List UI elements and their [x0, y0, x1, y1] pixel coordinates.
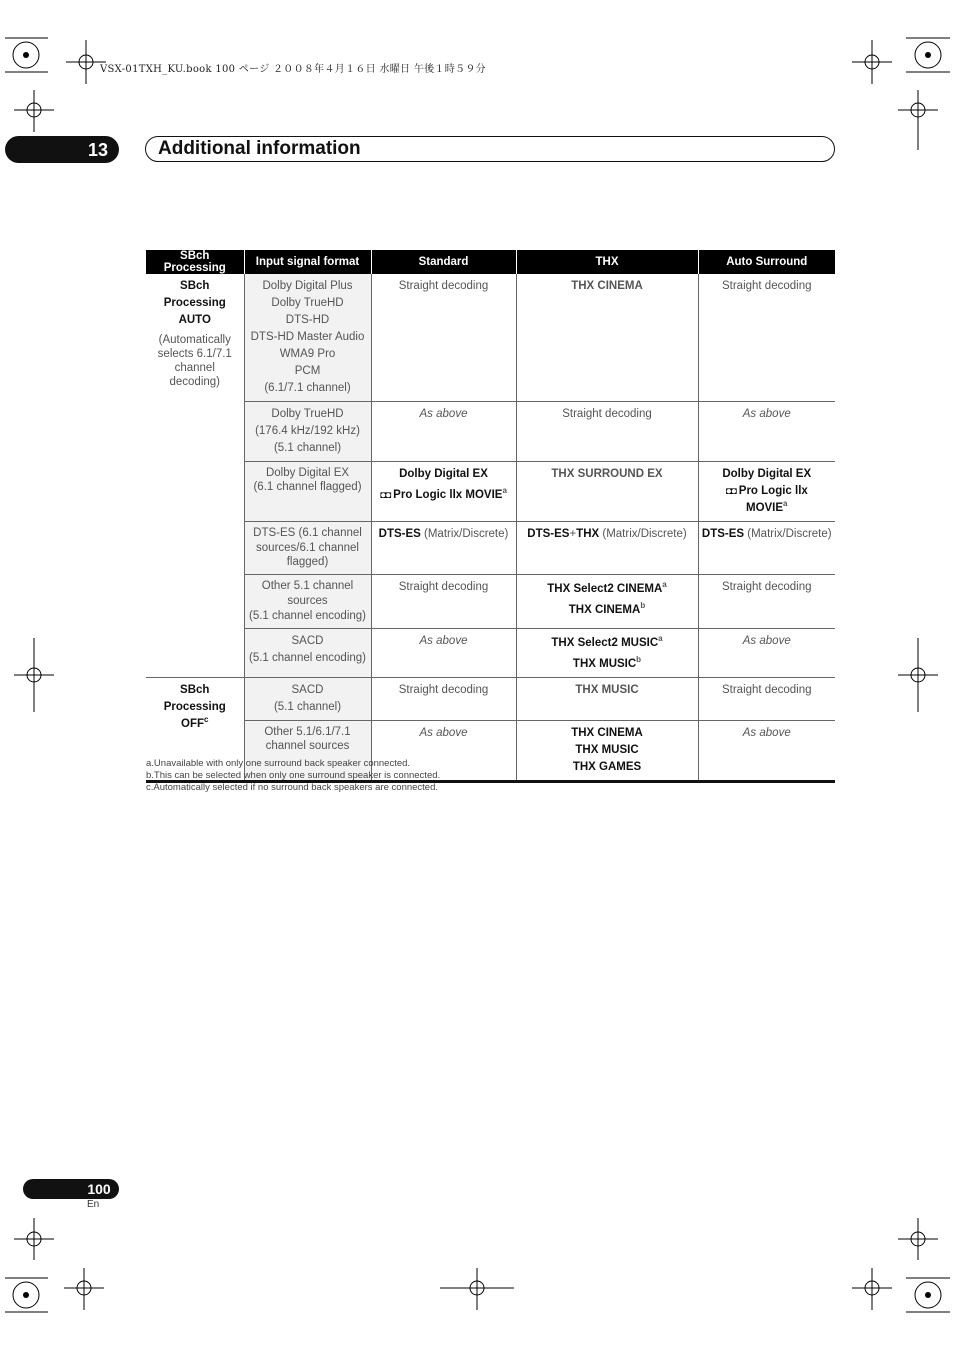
mode-name: Dolby Digital EX: [722, 468, 812, 480]
footnote-ref: a: [658, 633, 663, 643]
group-note: decoding): [169, 376, 220, 388]
table-row: [146, 462, 835, 522]
auto-surround-cell: As above: [698, 402, 835, 462]
mode-name: THX: [576, 528, 600, 540]
format-line: sources/6.1 channel: [256, 541, 359, 554]
mode-name: Dolby Digital EX: [399, 468, 488, 480]
format-line: (5.1 channel encoding): [249, 609, 366, 622]
auto-surround-cell: Straight decoding: [698, 574, 835, 628]
footnote-ref: a: [662, 579, 667, 589]
input-format-cell: [244, 628, 371, 677]
footnote-ref: b: [636, 654, 642, 664]
mode-name: THX MUSIC: [572, 657, 637, 670]
group-label: OFF: [181, 717, 205, 730]
language-label: En: [87, 1199, 100, 1210]
input-format-cell: [244, 574, 371, 628]
format-line: (6.1/7.1 channel): [264, 382, 351, 394]
format-line: PCM: [294, 365, 321, 377]
format-line: Other 5.1/6.1/7.1: [264, 725, 351, 738]
format-line: SACD: [291, 634, 324, 647]
print-file-info: VSX-01TXH_KU.book 100 ページ ２００８年４月１６日 水曜日 午後１時５９分: [100, 64, 486, 75]
table-row: [146, 677, 835, 720]
auto-surround-cell: As above: [698, 628, 835, 677]
format-line: DTS-ES (6.1 channel: [253, 527, 362, 539]
footnotes: [146, 758, 440, 794]
page-number: 100: [87, 1181, 111, 1197]
auto-surround-cell: [698, 462, 835, 522]
format-line: (176.4 kHz/192 kHz): [255, 425, 360, 437]
col-header-standard: Standard: [371, 250, 516, 274]
auto-surround-cell: Straight decoding: [698, 274, 835, 402]
chapter-number: 13: [87, 140, 109, 160]
standard-cell: Straight decoding: [371, 677, 516, 720]
mode-detail: (Matrix/Discrete): [599, 528, 687, 540]
table-row: [146, 402, 835, 462]
format-line: DTS-HD Master Audio: [250, 331, 365, 343]
format-line: Other 5.1 channel: [261, 579, 354, 592]
mode-name: DTS-ES: [701, 528, 745, 540]
format-line: Dolby Digital Plus: [262, 280, 353, 292]
mode-name: DTS-ES: [378, 528, 421, 540]
format-line: (5.1 channel): [273, 442, 342, 454]
format-line: sources: [287, 594, 328, 607]
group-sbch-auto: [146, 274, 244, 677]
col-header-input: Input signal format: [244, 250, 371, 274]
format-line: Dolby TrueHD: [271, 297, 344, 309]
mode-name: THX GAMES: [572, 760, 642, 773]
thx-cell: [516, 720, 698, 781]
standard-cell: Straight decoding: [371, 574, 516, 628]
standard-cell: As above: [371, 720, 516, 781]
format-line: (6.1 channel flagged): [253, 481, 362, 493]
input-format-cell: [244, 522, 371, 575]
footnote-ref: c: [204, 714, 209, 724]
thx-cell: [516, 574, 698, 628]
auto-surround-cell: [698, 522, 835, 575]
standard-cell: As above: [371, 402, 516, 462]
format-line: channel sources: [265, 739, 350, 752]
sbch-processing-table: [146, 250, 835, 783]
group-label: SBch: [180, 683, 210, 696]
table-row: [146, 522, 835, 575]
col-header-auto: Auto Surround: [698, 250, 835, 274]
thx-cell: [516, 628, 698, 677]
standard-cell: As above: [371, 628, 516, 677]
format-line: WMA9 Pro: [279, 348, 336, 360]
group-label: SBch: [180, 280, 210, 292]
mode-name: THX MUSIC: [575, 743, 639, 756]
table-row: [146, 574, 835, 628]
input-format-cell: [244, 274, 371, 402]
mode-name: DTS-ES: [527, 528, 570, 540]
footnote-ref: a: [502, 486, 507, 496]
group-note: channel: [174, 362, 215, 374]
format-line: (5.1 channel encoding): [249, 651, 366, 664]
mode-name: THX CINEMA: [568, 603, 641, 616]
standard-cell: [371, 522, 516, 575]
input-format-cell: [244, 462, 371, 522]
mode-detail: (Matrix/Discrete): [744, 528, 832, 540]
group-note: (Automatically: [158, 334, 231, 346]
col-header-sbch: SBch Processing: [146, 250, 244, 274]
mode-name: Pro Logic llx MOVIE: [393, 489, 503, 501]
input-format-cell: [244, 402, 371, 462]
group-label: Processing: [163, 700, 226, 713]
footnote: a.Unavailable with only one surround back speaker connected.: [146, 758, 411, 769]
auto-surround-cell: As above: [698, 720, 835, 781]
format-line: Dolby Digital EX: [265, 467, 350, 479]
mode-name: THX Select2 MUSIC: [551, 636, 659, 649]
format-line: flagged): [286, 556, 329, 568]
thx-cell: THX SURROUND EX: [516, 462, 698, 522]
thx-cell: [516, 522, 698, 575]
input-format-cell: [244, 677, 371, 720]
thx-cell: Straight decoding: [516, 402, 698, 462]
mode-name: MOVIE: [745, 502, 784, 514]
standard-cell: [371, 462, 516, 522]
dolby-logo-icon: ◘◘: [725, 486, 736, 497]
footnote-ref: b: [640, 600, 646, 610]
table-row: [146, 628, 835, 677]
mode-name: THX CINEMA: [571, 726, 643, 739]
footnote: c.Automatically selected if no surround back speakers are connected.: [146, 782, 439, 793]
plus-sign: +: [569, 528, 577, 540]
table-row: [146, 274, 835, 402]
format-line: (5.1 channel): [273, 700, 342, 713]
group-note: selects 6.1/7.1: [157, 348, 232, 360]
footnote: b.This can be selected when only one surround speaker is connected.: [146, 770, 441, 781]
col-header-thx: THX: [516, 250, 698, 274]
thx-cell: THX MUSIC: [516, 677, 698, 720]
group-label: AUTO: [178, 314, 211, 326]
mode-detail: (Matrix/Discrete): [420, 528, 509, 540]
footnote-ref: a: [783, 499, 788, 509]
table-header-row: [146, 250, 835, 274]
mode-name: Pro Logic llx: [738, 485, 808, 497]
mode-name: THX Select2 CINEMA: [547, 582, 663, 595]
auto-surround-cell: Straight decoding: [698, 677, 835, 720]
thx-cell: THX CINEMA: [516, 274, 698, 402]
format-line: SACD: [291, 683, 324, 696]
dolby-logo-icon: ◘◘: [380, 490, 391, 501]
group-label: Processing: [163, 297, 226, 309]
standard-cell: Straight decoding: [371, 274, 516, 402]
format-line: Dolby TrueHD: [271, 408, 344, 420]
format-line: DTS-HD: [285, 314, 330, 326]
page-title: Additional information: [158, 138, 361, 159]
